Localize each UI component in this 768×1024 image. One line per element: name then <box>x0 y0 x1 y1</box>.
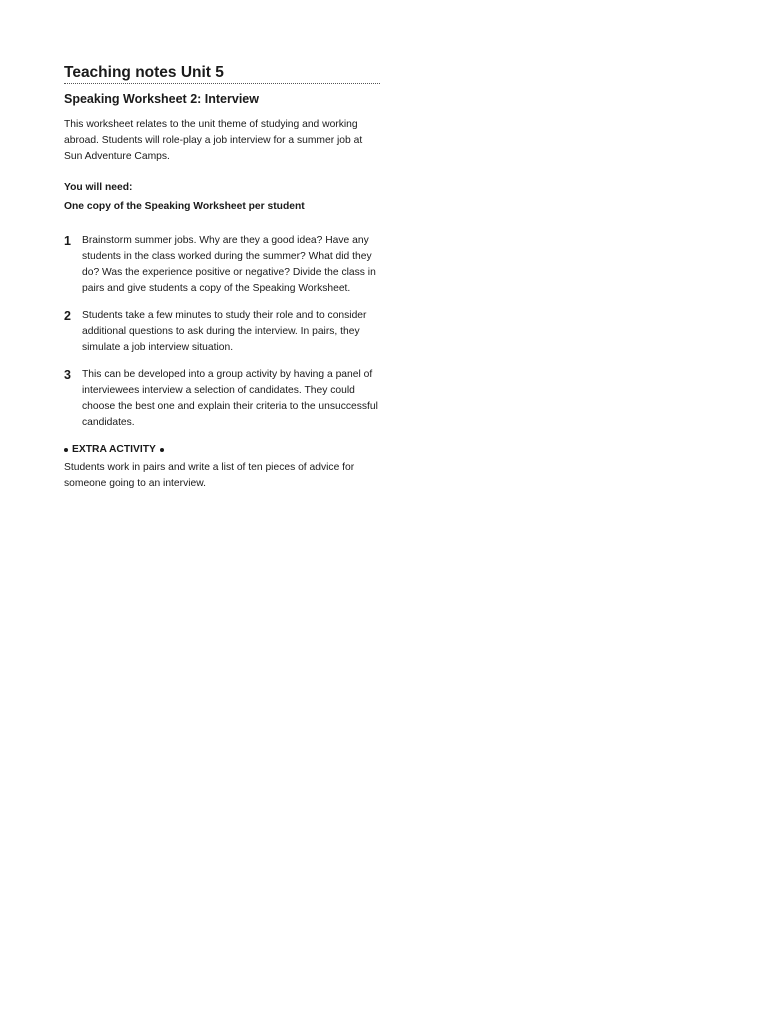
step-number: 2 <box>64 309 71 323</box>
extra-activity-label: EXTRA ACTIVITY <box>72 444 156 455</box>
step-text: This can be developed into a group activity by having a panel of interviewees interview a selection of candidates. They could choose the best one and explain their criteria to the unsuccessful candidates. <box>82 369 378 428</box>
extra-activity-heading <box>64 442 380 458</box>
materials-section <box>64 178 380 216</box>
page-title: Teaching notes Unit 5 <box>64 64 380 84</box>
teaching-notes-page <box>64 64 380 492</box>
step-text: Brainstorm summer jobs. Why are they a good idea? Have any students in the class worked during the summer? What did they do? Was the experience positive or negative? Divide the class in pairs and give students a copy of the Speaking Worksheet. <box>82 235 376 294</box>
materials-item: One copy of the Speaking Worksheet per student <box>64 201 305 212</box>
step-text: Students take a few minutes to study their role and to consider additional questions to ask during the interview. In pairs, they simulate a job interview situation. <box>82 310 367 353</box>
bullet-icon <box>160 448 164 452</box>
materials-heading: You will need: <box>64 182 133 193</box>
step-number: 1 <box>64 234 71 248</box>
step-item <box>64 367 380 431</box>
bullet-icon <box>64 448 68 452</box>
extra-activity-text: Students work in pairs and write a list of ten pieces of advice for someone going to an interview. <box>64 462 355 489</box>
step-number: 3 <box>64 368 71 382</box>
worksheet-subtitle: Speaking Worksheet 2: Interview <box>64 92 259 106</box>
intro-paragraph: This worksheet relates to the unit theme of studying and working abroad. Students will role-play a job interview for a summer job at Sun Adventure Camps. <box>64 119 363 162</box>
step-item <box>64 233 380 297</box>
step-item <box>64 308 380 356</box>
steps-list <box>64 233 380 431</box>
